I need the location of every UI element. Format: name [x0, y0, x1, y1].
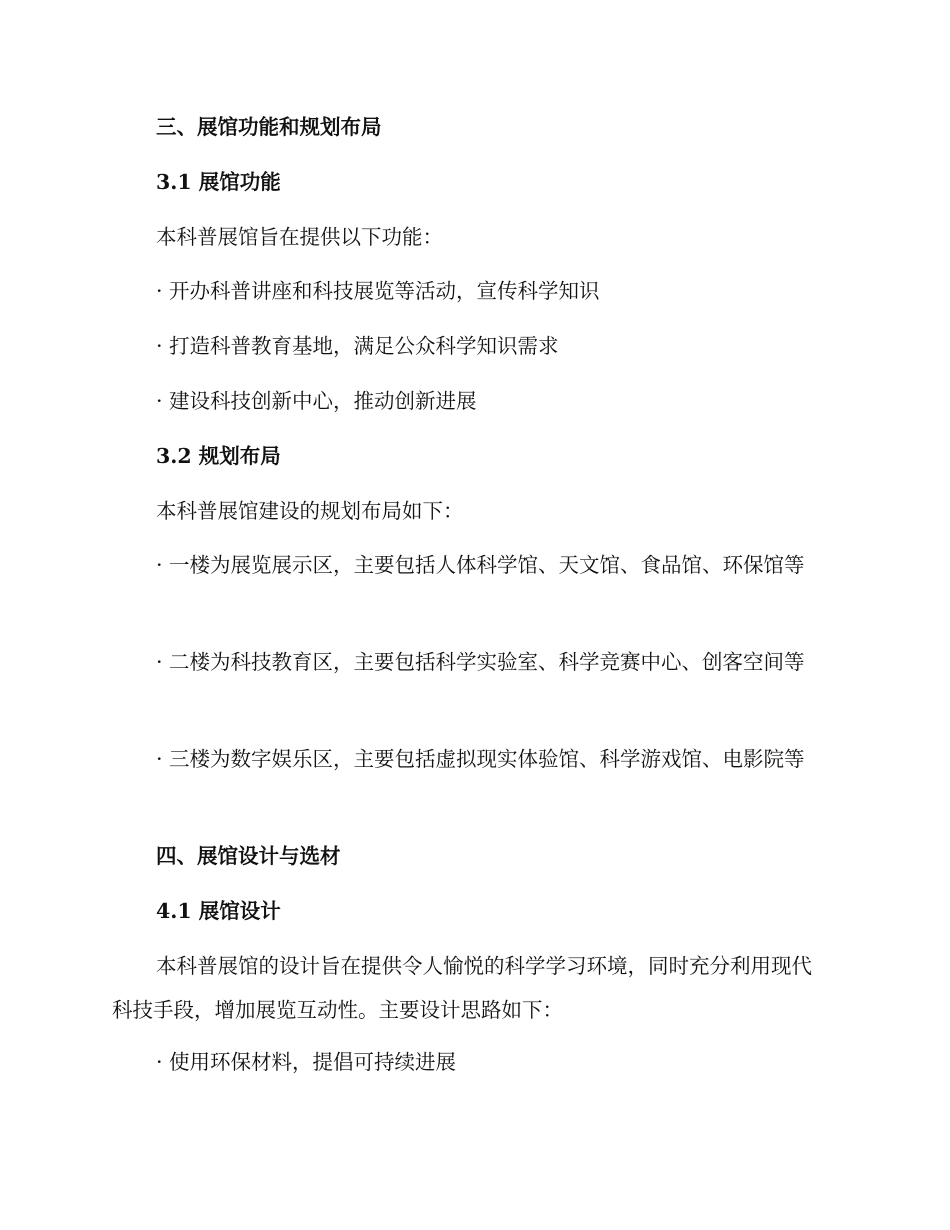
subsection-heading-3-2: 3.2 规划布局	[156, 444, 281, 468]
bullet-3-1-1: · 开办科普讲座和科技展览等活动，宣传科学知识	[156, 279, 600, 303]
subsection-heading-4-1: 4.1 展馆设计	[156, 899, 281, 923]
bullet-3-2-2: · 二楼为科技教育区，主要包括科学实验室、科学竞赛中心、创客空间等	[156, 650, 805, 674]
bullet-4-1-1: · 使用环保材料，提倡可持续进展	[156, 1050, 457, 1074]
subsection-heading-3-1: 3.1 展馆功能	[156, 170, 281, 194]
paragraph-4-1-intro: 本科普展馆的设计旨在提供令人愉悦的科学学习环境，同时充分利用现代科技手段，增加展览互动性。主要设计思路如下：	[112, 954, 812, 1022]
bullet-3-2-1: · 一楼为展览展示区，主要包括人体科学馆、天文馆、食品馆、环保馆等	[156, 553, 805, 577]
paragraph-3-2-intro: 本科普展馆建设的规划布局如下：	[156, 499, 464, 523]
section-heading-3: 三、展馆功能和规划布局	[156, 115, 382, 139]
bullet-3-1-2: · 打造科普教育基地，满足公众科学知识需求	[156, 334, 559, 358]
bullet-3-1-3: · 建设科技创新中心，推动创新进展	[156, 389, 477, 413]
paragraph-3-1-intro: 本科普展馆旨在提供以下功能：	[156, 225, 443, 249]
section-heading-4: 四、展馆设计与选材	[156, 844, 341, 868]
bullet-3-2-3: · 三楼为数字娱乐区，主要包括虚拟现实体验馆、科学游戏馆、电影院等	[156, 747, 805, 771]
